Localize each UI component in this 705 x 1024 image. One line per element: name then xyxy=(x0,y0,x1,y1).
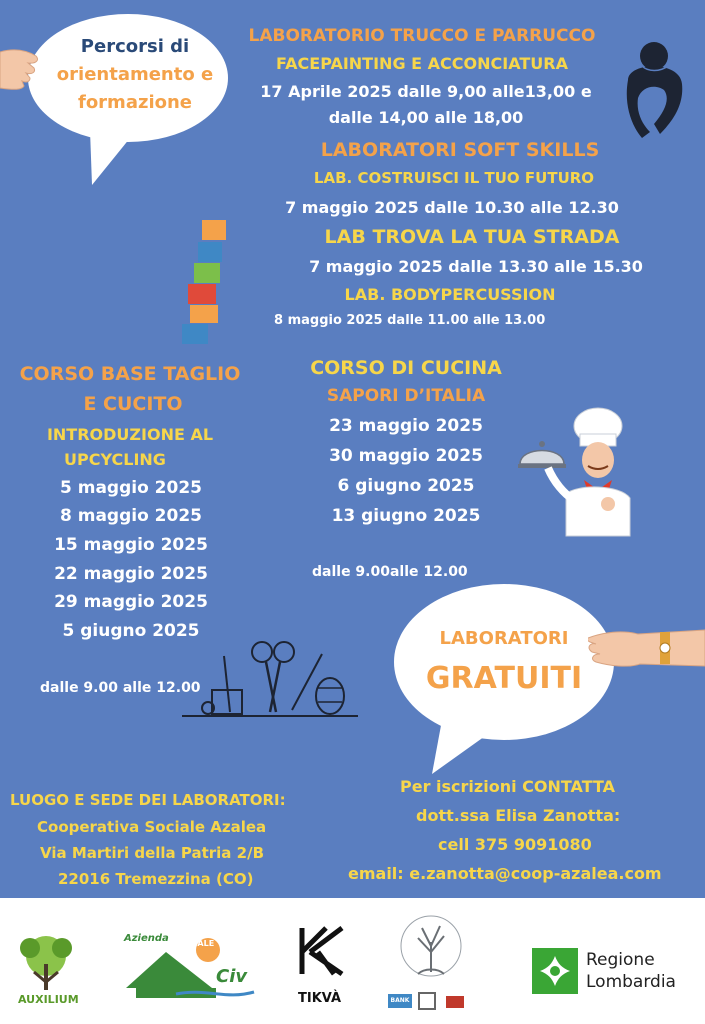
small-logo-red xyxy=(446,996,464,1008)
contact-email: email: e.zanotta@coop-azalea.com xyxy=(348,864,662,883)
hand-with-watch-icon xyxy=(588,618,705,674)
chef-icon xyxy=(518,404,636,538)
location-line-1: Cooperativa Sociale Azalea xyxy=(37,818,267,836)
bubble-line-2: orientamento e xyxy=(56,64,214,85)
taglio-date: 8 maggio 2025 xyxy=(59,506,202,526)
azienda-logo-text: Azienda xyxy=(124,933,169,944)
regione-rose-icon xyxy=(532,948,578,994)
cucina-date: 30 maggio 2025 xyxy=(329,446,483,466)
taglio-title-1: CORSO BASE TAGLIO xyxy=(19,363,241,385)
regione-text-2: Lombardia xyxy=(586,972,676,992)
cucina-date: 13 giugno 2025 xyxy=(331,506,481,526)
taglio-date: 5 giugno 2025 xyxy=(62,621,200,641)
azienda-civ-text: Civ xyxy=(216,966,248,987)
taglio-title-2: E CUCITO xyxy=(83,393,183,415)
bubble-line-3: formazione xyxy=(77,92,192,113)
lab-trucco-title: LABORATORIO TRUCCO E PARRUCCO xyxy=(248,26,596,46)
gratuiti-line-2: GRATUITI xyxy=(425,661,583,696)
contact-title: Per iscrizioni CONTATTA xyxy=(400,777,616,796)
cucina-date: 6 giugno 2025 xyxy=(337,476,475,496)
bank-badge-text: BANK xyxy=(390,997,410,1004)
cucina-title-2: SAPORI D’ITALIA xyxy=(326,386,486,406)
contact-phone: cell 375 9091080 xyxy=(438,835,592,854)
footer-logos xyxy=(0,898,705,1024)
gratuiti-line-1: LABORATORI xyxy=(439,628,569,649)
auxilium-logo-text: AUXILIUM xyxy=(18,993,79,1006)
lab-costruisci-title: LAB. COSTRUISCI IL TUO FUTURO xyxy=(313,169,595,187)
tikva-logo-text: TIKVÀ xyxy=(298,991,342,1006)
taglio-sub-1: INTRODUZIONE AL xyxy=(46,425,214,444)
hand-icon xyxy=(0,44,42,96)
lab-bodypercussion-date: 8 maggio 2025 dalle 11.00 alle 13.00 xyxy=(274,313,546,328)
contact-name: dott.ssa Elisa Zanotta: xyxy=(416,806,621,825)
small-logo-square xyxy=(418,992,436,1010)
stacked-blocks-icon xyxy=(180,218,234,346)
woman-head-icon xyxy=(614,38,690,142)
taglio-sub-2: UPCYCLING xyxy=(64,450,166,469)
lab-trova-title: LAB TROVA LA TUA STRADA xyxy=(324,226,620,248)
tree-seal-logo-icon xyxy=(398,912,464,994)
bank-badge xyxy=(388,994,412,1008)
auxilium-tree-logo-icon xyxy=(6,934,86,1000)
taglio-date: 22 maggio 2025 xyxy=(54,564,208,584)
lab-trucco-subtitle: FACEPAINTING E ACCONCIATURA xyxy=(276,54,568,73)
tikva-logo-icon xyxy=(296,924,350,978)
lab-trova-date: 7 maggio 2025 dalle 13.30 alle 15.30 xyxy=(309,257,643,276)
lab-bodypercussion-title: LAB. BODYPERCUSSION xyxy=(344,285,556,304)
location-line-2: Via Martiri della Patria 2/B xyxy=(40,844,265,862)
taglio-date: 5 maggio 2025 xyxy=(59,478,202,498)
cucina-hours: dalle 9.00alle 12.00 xyxy=(312,564,468,580)
taglio-date: 29 maggio 2025 xyxy=(54,592,208,612)
taglio-date: 15 maggio 2025 xyxy=(54,535,208,555)
lab-costruisci-date: 7 maggio 2025 dalle 10.30 alle 12.30 xyxy=(285,198,619,217)
cucina-title-1: CORSO DI CUCINA xyxy=(310,357,502,379)
lab-trucco-date-2: dalle 14,00 alle 18,00 xyxy=(328,108,524,127)
location-title: LUOGO E SEDE DEI LABORATORI: xyxy=(10,791,286,809)
sewing-tools-icon xyxy=(180,632,360,724)
lab-trucco-date-1: 17 Aprile 2025 dalle 9,00 alle13,00 e xyxy=(260,82,592,101)
soft-skills-title: LABORATORI SOFT SKILLS xyxy=(320,139,600,161)
bubble-line-1: Percorsi di xyxy=(80,36,190,57)
regione-text-1: Regione xyxy=(586,950,655,970)
taglio-hours: dalle 9.00 alle 12.00 xyxy=(40,680,201,696)
cucina-date: 23 maggio 2025 xyxy=(329,416,483,436)
location-line-3: 22016 Tremezzina (CO) xyxy=(58,870,254,888)
azienda-sociale-text: SOCIALE xyxy=(176,939,215,948)
